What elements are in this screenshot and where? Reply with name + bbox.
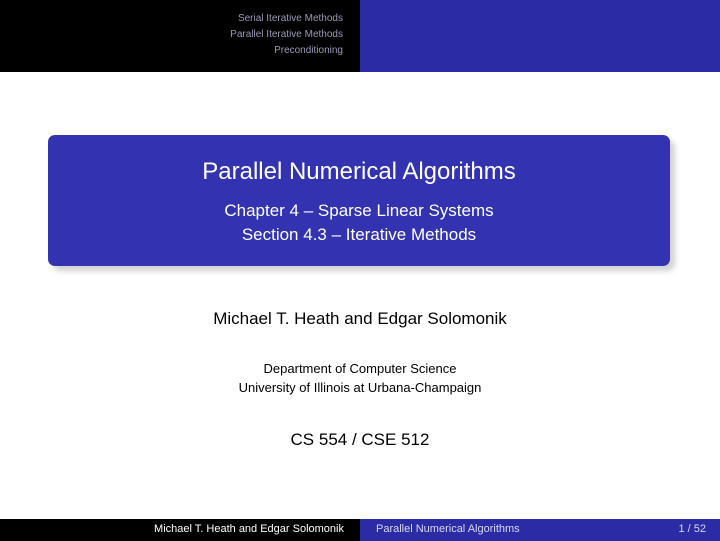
chapter-subtitle: Chapter 4 – Sparse Linear Systems — [224, 201, 494, 220]
presentation-title: Parallel Numerical Algorithms — [202, 158, 516, 185]
header-bar — [0, 0, 720, 72]
section-subtitle: Section 4.3 – Iterative Methods — [241, 225, 477, 244]
title-block — [48, 135, 670, 266]
author: Michael T. Heath and Edgar Solomonik — [213, 309, 507, 328]
footer-title: Parallel Numerical Algorithms — [376, 523, 520, 535]
header-nav-panel — [0, 0, 360, 72]
header-right-panel — [360, 0, 720, 72]
footer-left-panel — [0, 519, 360, 541]
page-number: 1 / 52 — [678, 523, 706, 535]
nav-item-parallel-iterative-methods[interactable]: Parallel Iterative Methods — [230, 29, 343, 40]
institute-department: Department of Computer Science — [263, 361, 457, 376]
footer-bar — [0, 519, 720, 541]
nav-item-serial-iterative-methods[interactable]: Serial Iterative Methods — [237, 13, 343, 24]
course-code: CS 554 / CSE 512 — [290, 430, 430, 449]
footer-right-panel — [360, 519, 720, 541]
institute-university: University of Illinois at Urbana-Champaign — [238, 380, 482, 395]
section-nav — [230, 11, 343, 59]
footer-author: Michael T. Heath and Edgar Solomonik — [154, 523, 344, 535]
nav-item-preconditioning[interactable]: Preconditioning — [274, 45, 343, 56]
